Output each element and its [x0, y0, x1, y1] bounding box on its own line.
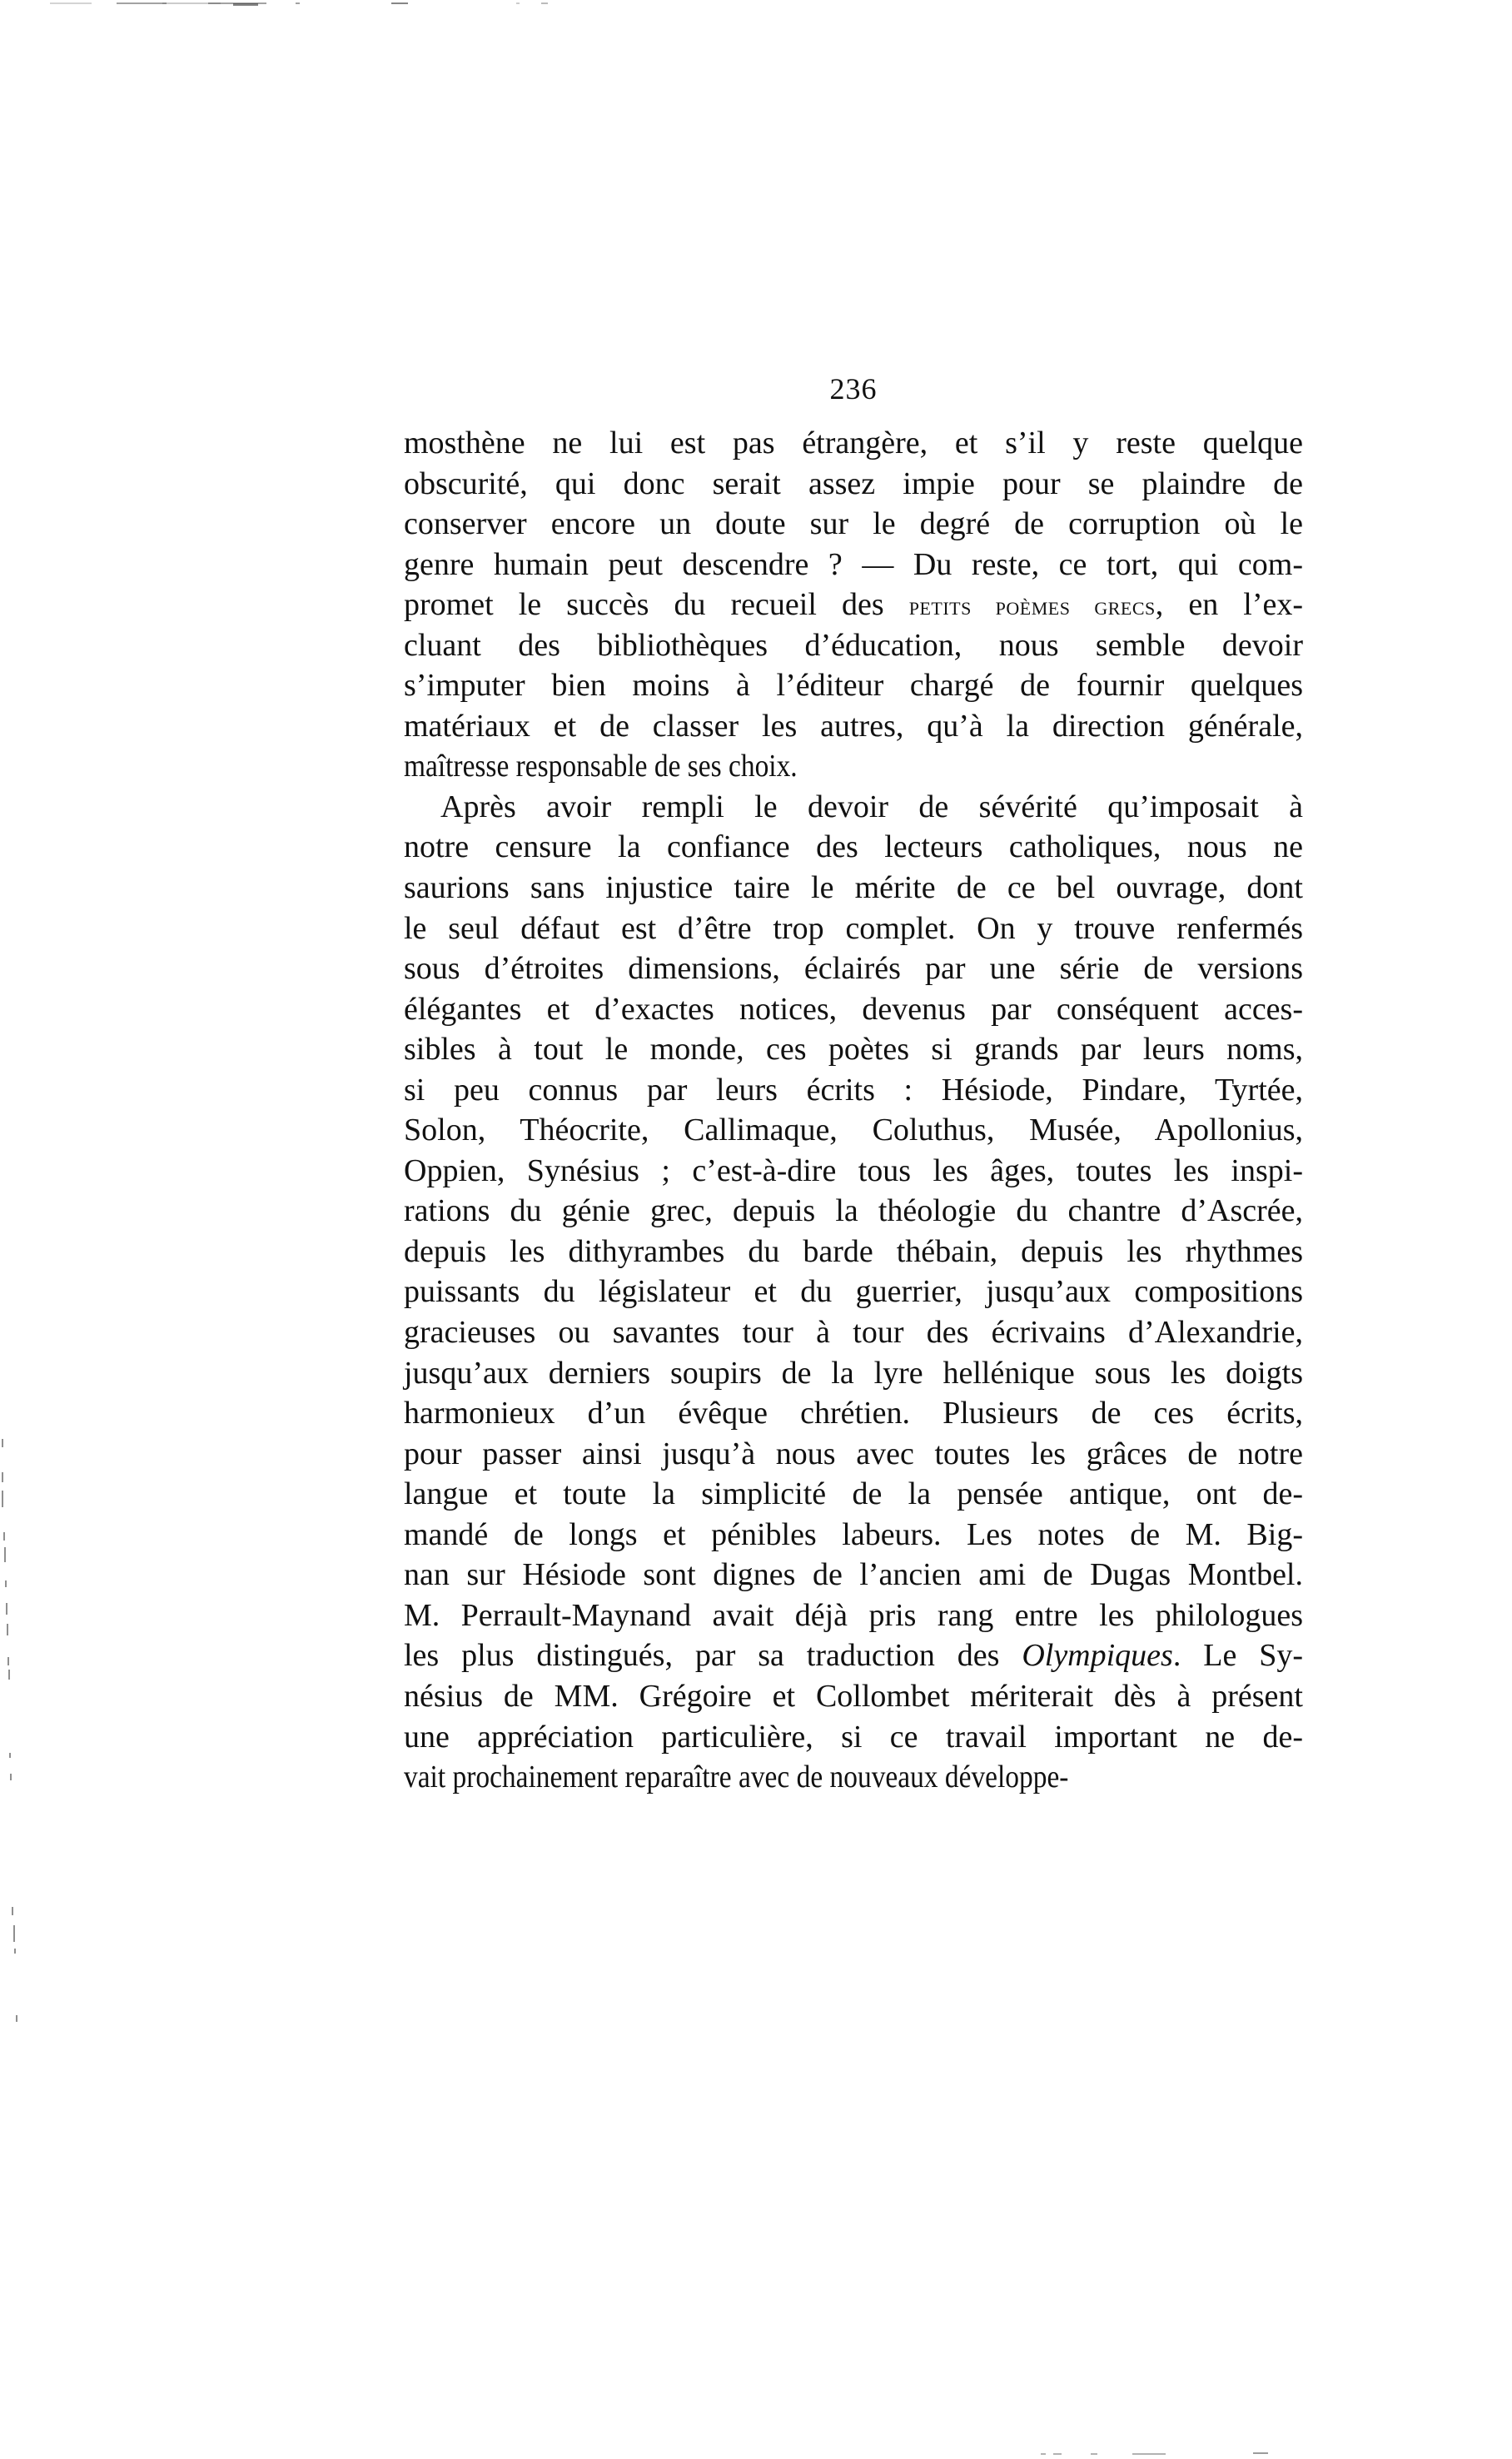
text-line: genre humain peut descendre ? — Du reste, ce tort, qui com- — [404, 546, 1303, 582]
text-line: mosthène ne lui est pas étrangère, et s’il y reste quelque — [404, 426, 1303, 460]
text-line: rations du génie grec, depuis la théologie du chantre d’Ascrée, — [404, 1193, 1303, 1229]
page-number: 236 — [829, 372, 878, 406]
text-line: matériaux et de classer les autres, qu’à la direction générale, — [404, 708, 1303, 744]
small-caps-title: petits poèmes grecs — [908, 591, 1156, 621]
text-line: depuis les dithyrambes du barde thébain, depuis les rhythmes — [404, 1233, 1303, 1269]
text-line: cluant des bibliothèques d’éducation, nous semble devoir — [404, 627, 1303, 663]
text-line: sibles à tout le monde, ces poètes si grands par leurs noms, — [404, 1032, 1303, 1068]
text-line: maîtresse responsable de ses choix. — [404, 749, 798, 784]
text-line: une appréciation particulière, si ce travail important ne de- — [404, 1719, 1303, 1755]
text-line: pour passer ainsi jusqu’à nous avec toutes les grâces de notre — [404, 1436, 1303, 1471]
text-line: Oppien, Synésius ; c’est-à-dire tous les âges, toutes les inspi- — [404, 1152, 1303, 1188]
text-line: le seul défaut est d’être trop complet. On y trouve renfermés — [404, 910, 1303, 946]
text-line: M. Perrault-Maynand avait déjà pris rang entre les philologues — [404, 1597, 1303, 1633]
text-line: promet le succès du recueil des petits poèmes grecs, en l’ex- — [404, 587, 1303, 623]
text-line: les plus distingués, par sa traduction des Olympiques. Le Sy- — [404, 1638, 1303, 1674]
body-text — [404, 423, 1303, 1798]
text-line: Solon, Théocrite, Callimaque, Coluthus, Musée, Apollonius, — [404, 1113, 1303, 1148]
text-line: puissants du législateur et du guerrier, jusqu’aux compositions — [404, 1274, 1303, 1310]
text-line: vait prochainement reparaître avec de nouveaux développe- — [404, 1760, 1069, 1795]
text-line: élégantes et d’exactes notices, devenus par conséquent acces- — [404, 991, 1303, 1027]
paragraph — [404, 787, 1303, 1798]
text-line: saurions sans injustice taire le mérite de ce bel ouvrage, dont — [404, 870, 1303, 906]
paragraph — [404, 423, 1303, 787]
text-line: Après avoir rempli le devoir de sévérité qu’imposait à — [440, 789, 1303, 824]
text-line: mandé de longs et pénibles labeurs. Les notes de M. Big- — [404, 1516, 1303, 1552]
text-line: gracieuses ou savantes tour à tour des écrivains d’Alexandrie, — [404, 1315, 1303, 1351]
text-line: harmonieux d’un évêque chrétien. Plusieurs de ces écrits, — [404, 1396, 1303, 1431]
text-line: jusqu’aux derniers soupirs de la lyre hellénique sous les doigts — [404, 1355, 1303, 1391]
text-line: notre censure la confiance des lecteurs catholiques, nous ne — [404, 829, 1303, 865]
text-line: nésius de MM. Grégoire et Collombet mériterait dès à présent — [404, 1678, 1303, 1714]
scan-artifacts-top — [0, 0, 1512, 8]
text-line: nan sur Hésiode sont dignes de l’ancien ami de Dugas Montbel. — [404, 1557, 1303, 1593]
text-line: conserver encore un doute sur le degré de corruption où le — [404, 506, 1303, 542]
text-line: sous d’étroites dimensions, éclairés par une série de versions — [404, 951, 1303, 987]
text-line: s’imputer bien moins à l’éditeur chargé de fournir quelques — [404, 668, 1303, 704]
text-line: langue et toute la simplicité de la pensée antique, ont de- — [404, 1476, 1303, 1512]
italic-title: Olympiques — [1022, 1638, 1173, 1674]
text-line: obscurité, qui donc serait assez impie pour se plaindre de — [404, 465, 1303, 501]
text-line: si peu connus par leurs écrits : Hésiode, Pindare, Tyrtée, — [404, 1072, 1303, 1108]
